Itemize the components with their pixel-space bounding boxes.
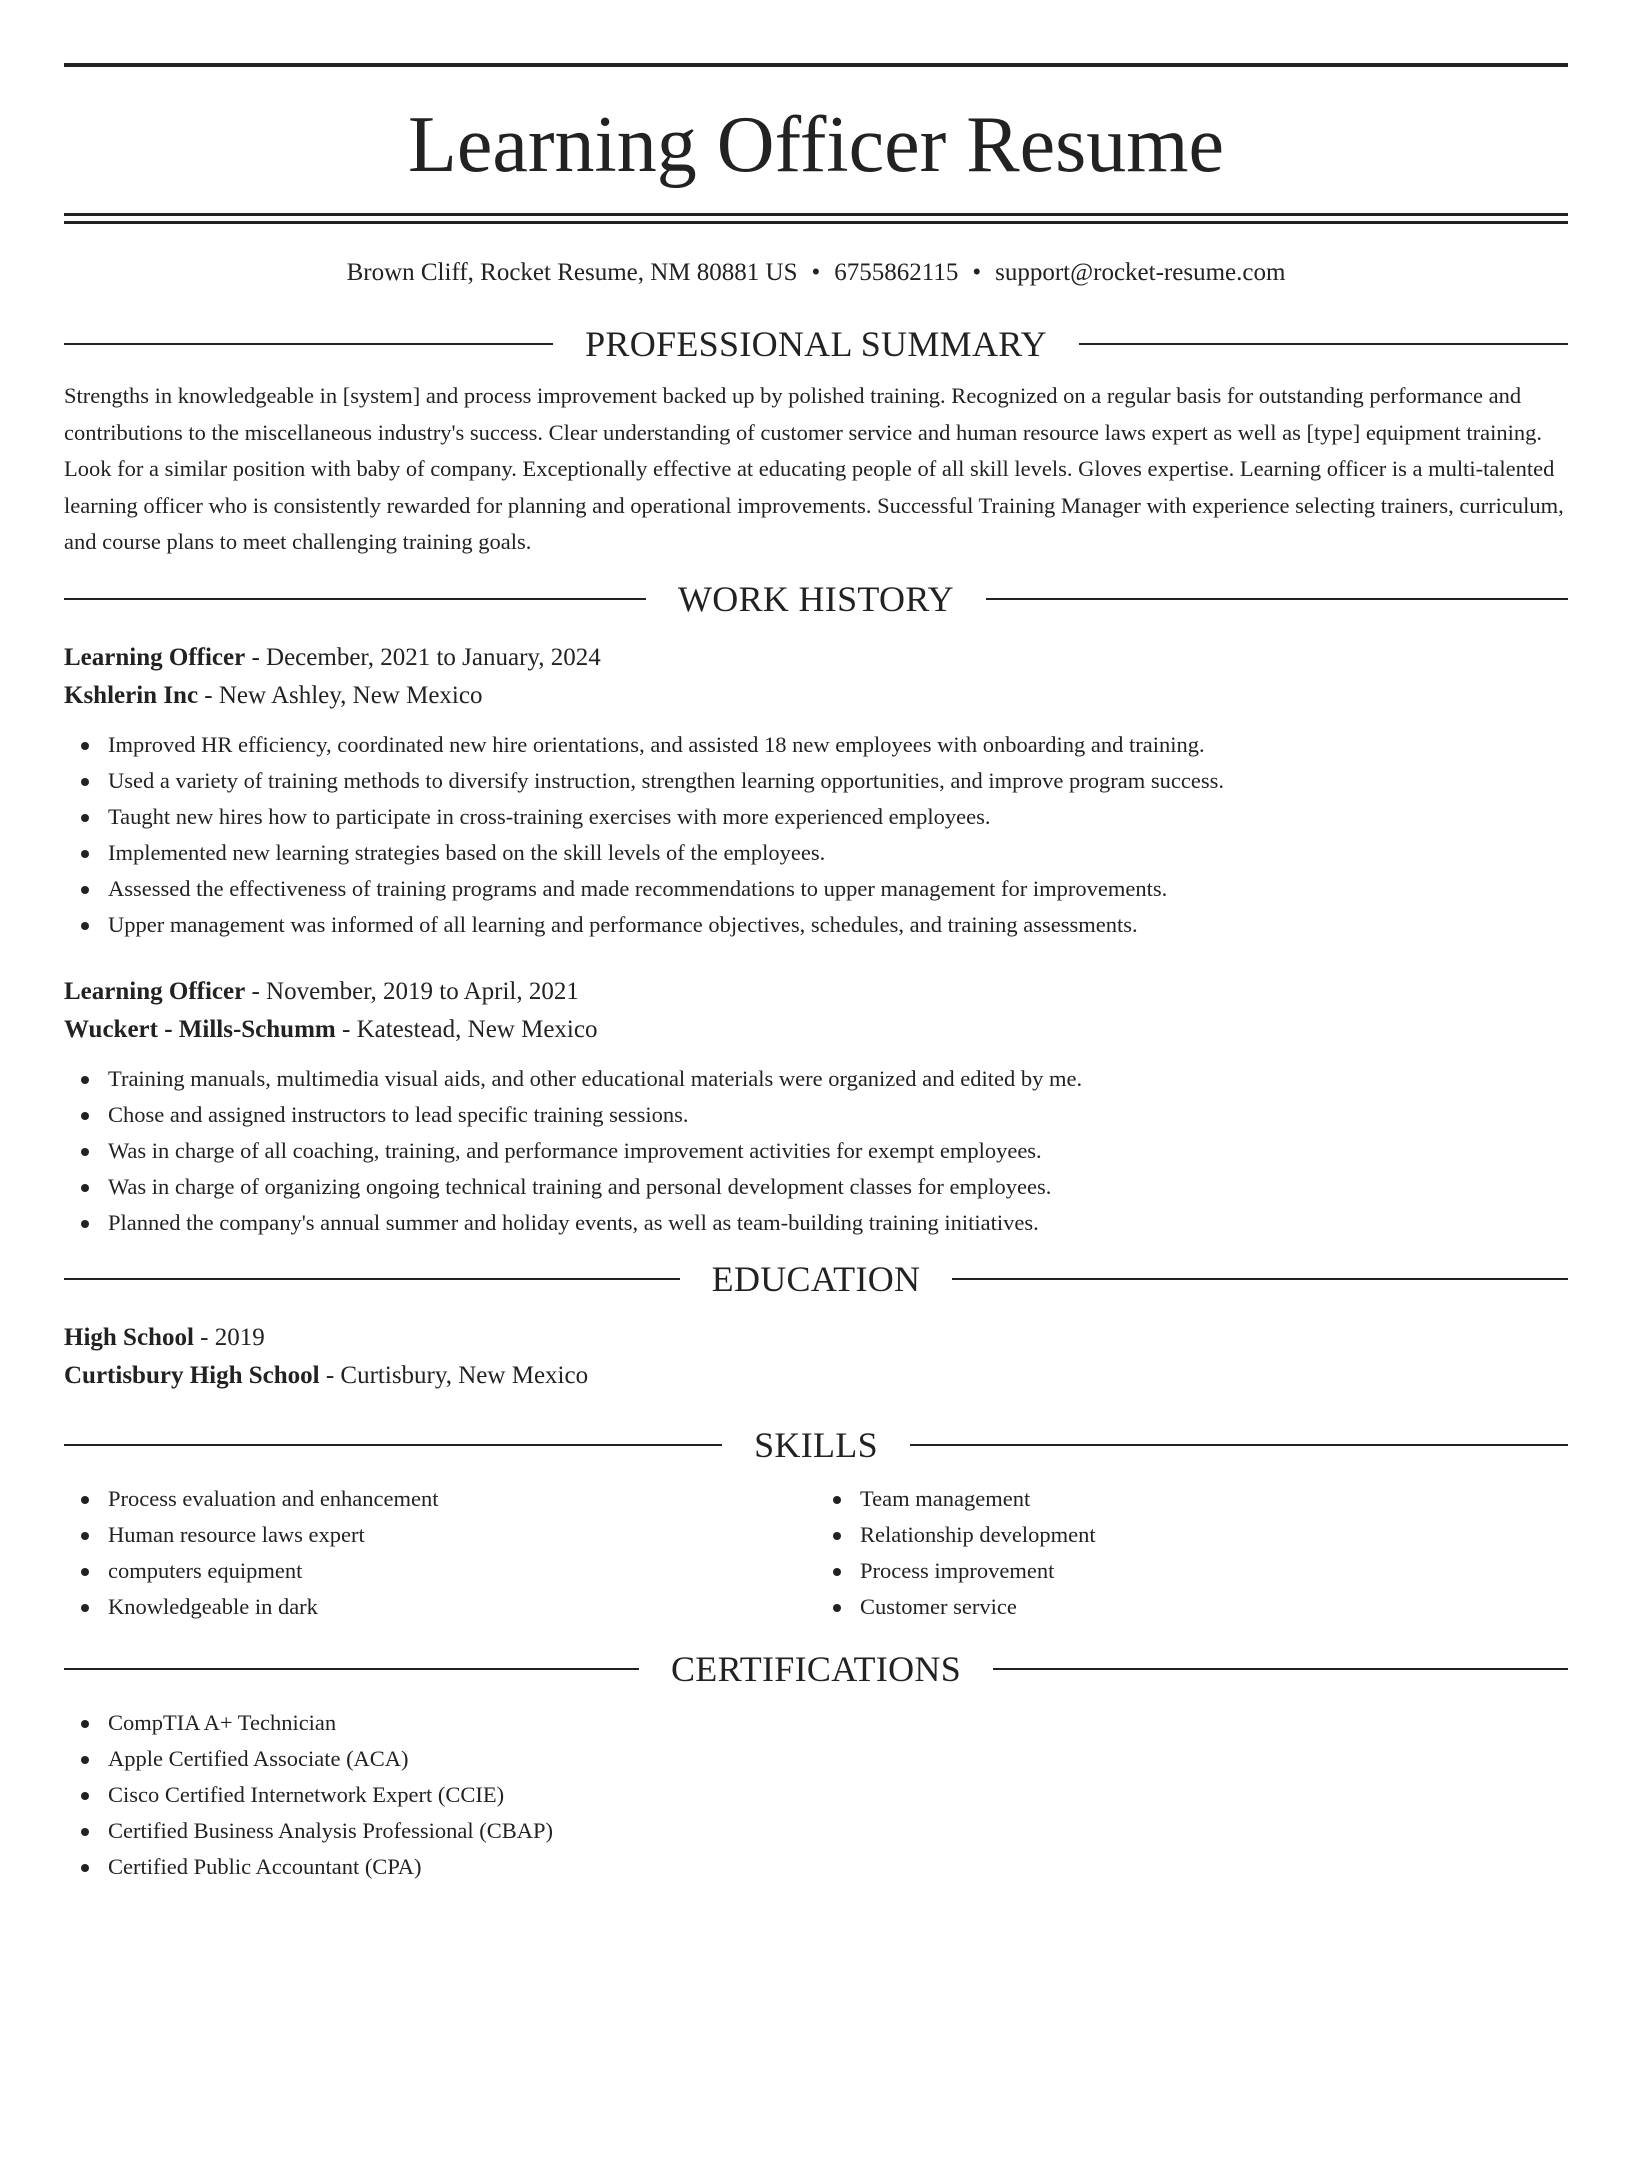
section-rule (993, 1668, 1568, 1670)
section-header-work-history (64, 577, 1568, 621)
list-item (64, 1097, 1568, 1133)
contact-separator: • (972, 259, 982, 286)
list-item (64, 1589, 816, 1625)
certification-text: Certified Business Analysis Professional (CBAP) (108, 1817, 553, 1843)
top-rule (64, 63, 1568, 67)
list-item-text: Planned the company's annual summer and holiday events, as well as team-building training initiatives. (108, 1209, 1039, 1235)
list-item (64, 1741, 1568, 1777)
list-item (64, 1813, 1568, 1849)
bullet-icon (833, 1604, 841, 1612)
bullet-icon (81, 1220, 89, 1228)
job-company-line (64, 677, 1568, 715)
section-rule (64, 1444, 722, 1446)
bullet-icon (81, 1532, 89, 1540)
section-title: EDUCATION (711, 1258, 921, 1299)
skill-text: computers equipment (108, 1557, 303, 1583)
bullet-icon (81, 886, 89, 894)
list-item-text: Assessed the effectiveness of training programs and made recommendations to upper management for improvements. (108, 875, 1168, 901)
bullet-icon (833, 1568, 841, 1576)
job-entry (64, 973, 1568, 1241)
list-item (816, 1517, 1568, 1553)
job-title: Learning Officer (64, 977, 246, 1005)
job-location: - Katestead, New Mexico (335, 1015, 598, 1043)
contact-email: support@rocket-resume.com (995, 259, 1286, 286)
education-degree-line (64, 1319, 1568, 1357)
section-rule (64, 1668, 639, 1670)
contact-separator: • (811, 259, 821, 286)
page-title: Learning Officer Resume (408, 101, 1224, 189)
bullet-icon (81, 1496, 89, 1504)
education-degree: High School (64, 1323, 194, 1351)
summary-text: Strengths in knowledgeable in [system] and process improvement backed up by polished training. Recognized on a regular basis for outstanding performance and contributions to the miscellaneous industry's success. Clear understanding of customer service and human resource laws expert as well as [type] equipment training. Look for a similar position with baby of company. Exceptionally effective at educating people of all skill levels. Gloves expertise. Learning officer is a multi-talented learning officer who is consistently rewarded for planning and operational improvements. Successful Training Manager with experience selecting trainers, curriculum, and course plans to meet challenging training goals. (64, 383, 1564, 554)
skills-column-left (64, 1481, 816, 1625)
education-year: - 2019 (193, 1323, 265, 1351)
list-item (64, 1169, 1568, 1205)
resume-page (0, 63, 1632, 2175)
section-rule (910, 1444, 1568, 1446)
skills-column-right (816, 1481, 1568, 1625)
job-company-line (64, 1011, 1568, 1049)
contact-phone: 6755862115 (834, 259, 959, 286)
list-item (64, 1777, 1568, 1813)
list-item (64, 835, 1568, 871)
list-item-text: Improved HR efficiency, coordinated new hire orientations, and assisted 18 new employees with onboarding and training. (108, 731, 1205, 757)
list-item (64, 1849, 1568, 1885)
list-item-text: Implemented new learning strategies based on the skill levels of the employees. (108, 839, 826, 865)
list-item (64, 727, 1568, 763)
certification-text: Certified Public Accountant (CPA) (108, 1853, 422, 1879)
bullet-icon (81, 850, 89, 858)
list-item (64, 799, 1568, 835)
section-rule (1079, 343, 1568, 345)
list-item-text: Was in charge of organizing ongoing technical training and personal development classes for employees. (108, 1173, 1052, 1199)
list-item (64, 1517, 816, 1553)
list-item (816, 1553, 1568, 1589)
bullet-icon (833, 1496, 841, 1504)
section-title: PROFESSIONAL SUMMARY (585, 324, 1047, 364)
education-school-line (64, 1357, 1568, 1395)
section-header-certifications (64, 1647, 1568, 1691)
skill-text: Human resource laws expert (108, 1521, 365, 1547)
bullet-icon (81, 1568, 89, 1576)
bullet-icon (81, 1604, 89, 1612)
bullet-icon (81, 814, 89, 822)
list-item-text: Upper management was informed of all learning and performance objectives, schedules, and training assessments. (108, 911, 1138, 937)
bullet-icon (833, 1532, 841, 1540)
section-title: CERTIFICATIONS (670, 1648, 962, 1689)
list-item (816, 1589, 1568, 1625)
contact-line (64, 258, 1568, 288)
list-item (64, 763, 1568, 799)
skill-text: Team management (860, 1485, 1031, 1511)
job-company: Kshlerin Inc (64, 681, 199, 709)
job-title-line (64, 973, 1568, 1011)
list-item (64, 1205, 1568, 1241)
section-header-summary (64, 322, 1568, 366)
section-rule (64, 343, 553, 345)
list-item (64, 1553, 816, 1589)
certification-text: Cisco Certified Internetwork Expert (CCIE) (108, 1781, 505, 1807)
education-school: Curtisbury High School (64, 1361, 320, 1389)
skill-text: Process improvement (860, 1557, 1055, 1583)
skill-text: Customer service (860, 1593, 1017, 1619)
section-rule (986, 598, 1568, 600)
job-company: Wuckert - Mills-Schumm (64, 1015, 336, 1043)
certification-text: Apple Certified Associate (ACA) (108, 1745, 409, 1771)
bullet-icon (81, 1148, 89, 1156)
list-item (64, 907, 1568, 943)
bullet-icon (81, 1076, 89, 1084)
list-item (64, 1481, 816, 1517)
job-title: Learning Officer (64, 643, 246, 671)
list-item-text: Training manuals, multimedia visual aids, and other educational materials were organized and edited by me. (108, 1065, 1083, 1091)
skill-text: Knowledgeable in dark (108, 1593, 318, 1619)
bullet-icon (81, 1864, 89, 1872)
list-item (64, 871, 1568, 907)
section-rule (64, 598, 646, 600)
bullet-icon (81, 1792, 89, 1800)
section-rule (64, 1278, 680, 1280)
list-item (64, 1705, 1568, 1741)
bullet-icon (81, 778, 89, 786)
list-item (64, 1133, 1568, 1169)
job-title-line (64, 639, 1568, 677)
job-bullets (64, 1061, 1568, 1241)
list-item (816, 1481, 1568, 1517)
list-item-text: Taught new hires how to participate in cross-training exercises with more experienced employees. (108, 803, 991, 829)
job-dates: - December, 2021 to January, 2024 (245, 643, 601, 671)
bullet-icon (81, 1720, 89, 1728)
bullet-icon (81, 1756, 89, 1764)
certification-text: CompTIA A+ Technician (108, 1709, 337, 1735)
title-double-rule (64, 213, 1568, 224)
job-entry (64, 639, 1568, 943)
contact-address: Brown Cliff, Rocket Resume, NM 80881 US (346, 259, 798, 286)
list-item-text: Chose and assigned instructors to lead specific training sessions. (108, 1101, 689, 1127)
skill-text: Process evaluation and enhancement (108, 1485, 439, 1511)
education-location: - Curtisbury, New Mexico (319, 1361, 589, 1389)
list-item-text: Was in charge of all coaching, training, and performance improvement activities for exempt employees. (108, 1137, 1042, 1163)
job-dates: - November, 2019 to April, 2021 (245, 977, 579, 1005)
list-item (64, 1061, 1568, 1097)
skill-text: Relationship development (860, 1521, 1096, 1547)
section-rule (952, 1278, 1568, 1280)
section-header-education (64, 1257, 1568, 1301)
bullet-icon (81, 742, 89, 750)
section-title: WORK HISTORY (678, 578, 954, 619)
education-entry (64, 1319, 1568, 1395)
list-item-text: Used a variety of training methods to diversify instruction, strengthen learning opportunities, and improve program success. (108, 767, 1224, 793)
bullet-icon (81, 1828, 89, 1836)
job-bullets (64, 727, 1568, 943)
bullet-icon (81, 1112, 89, 1120)
bullet-icon (81, 1184, 89, 1192)
certifications-list (64, 1705, 1568, 1885)
bullet-icon (81, 922, 89, 930)
section-title: SKILLS (754, 1424, 878, 1465)
section-header-skills (64, 1423, 1568, 1467)
job-location: - New Ashley, New Mexico (198, 681, 483, 709)
skills-list (64, 1475, 1568, 1625)
